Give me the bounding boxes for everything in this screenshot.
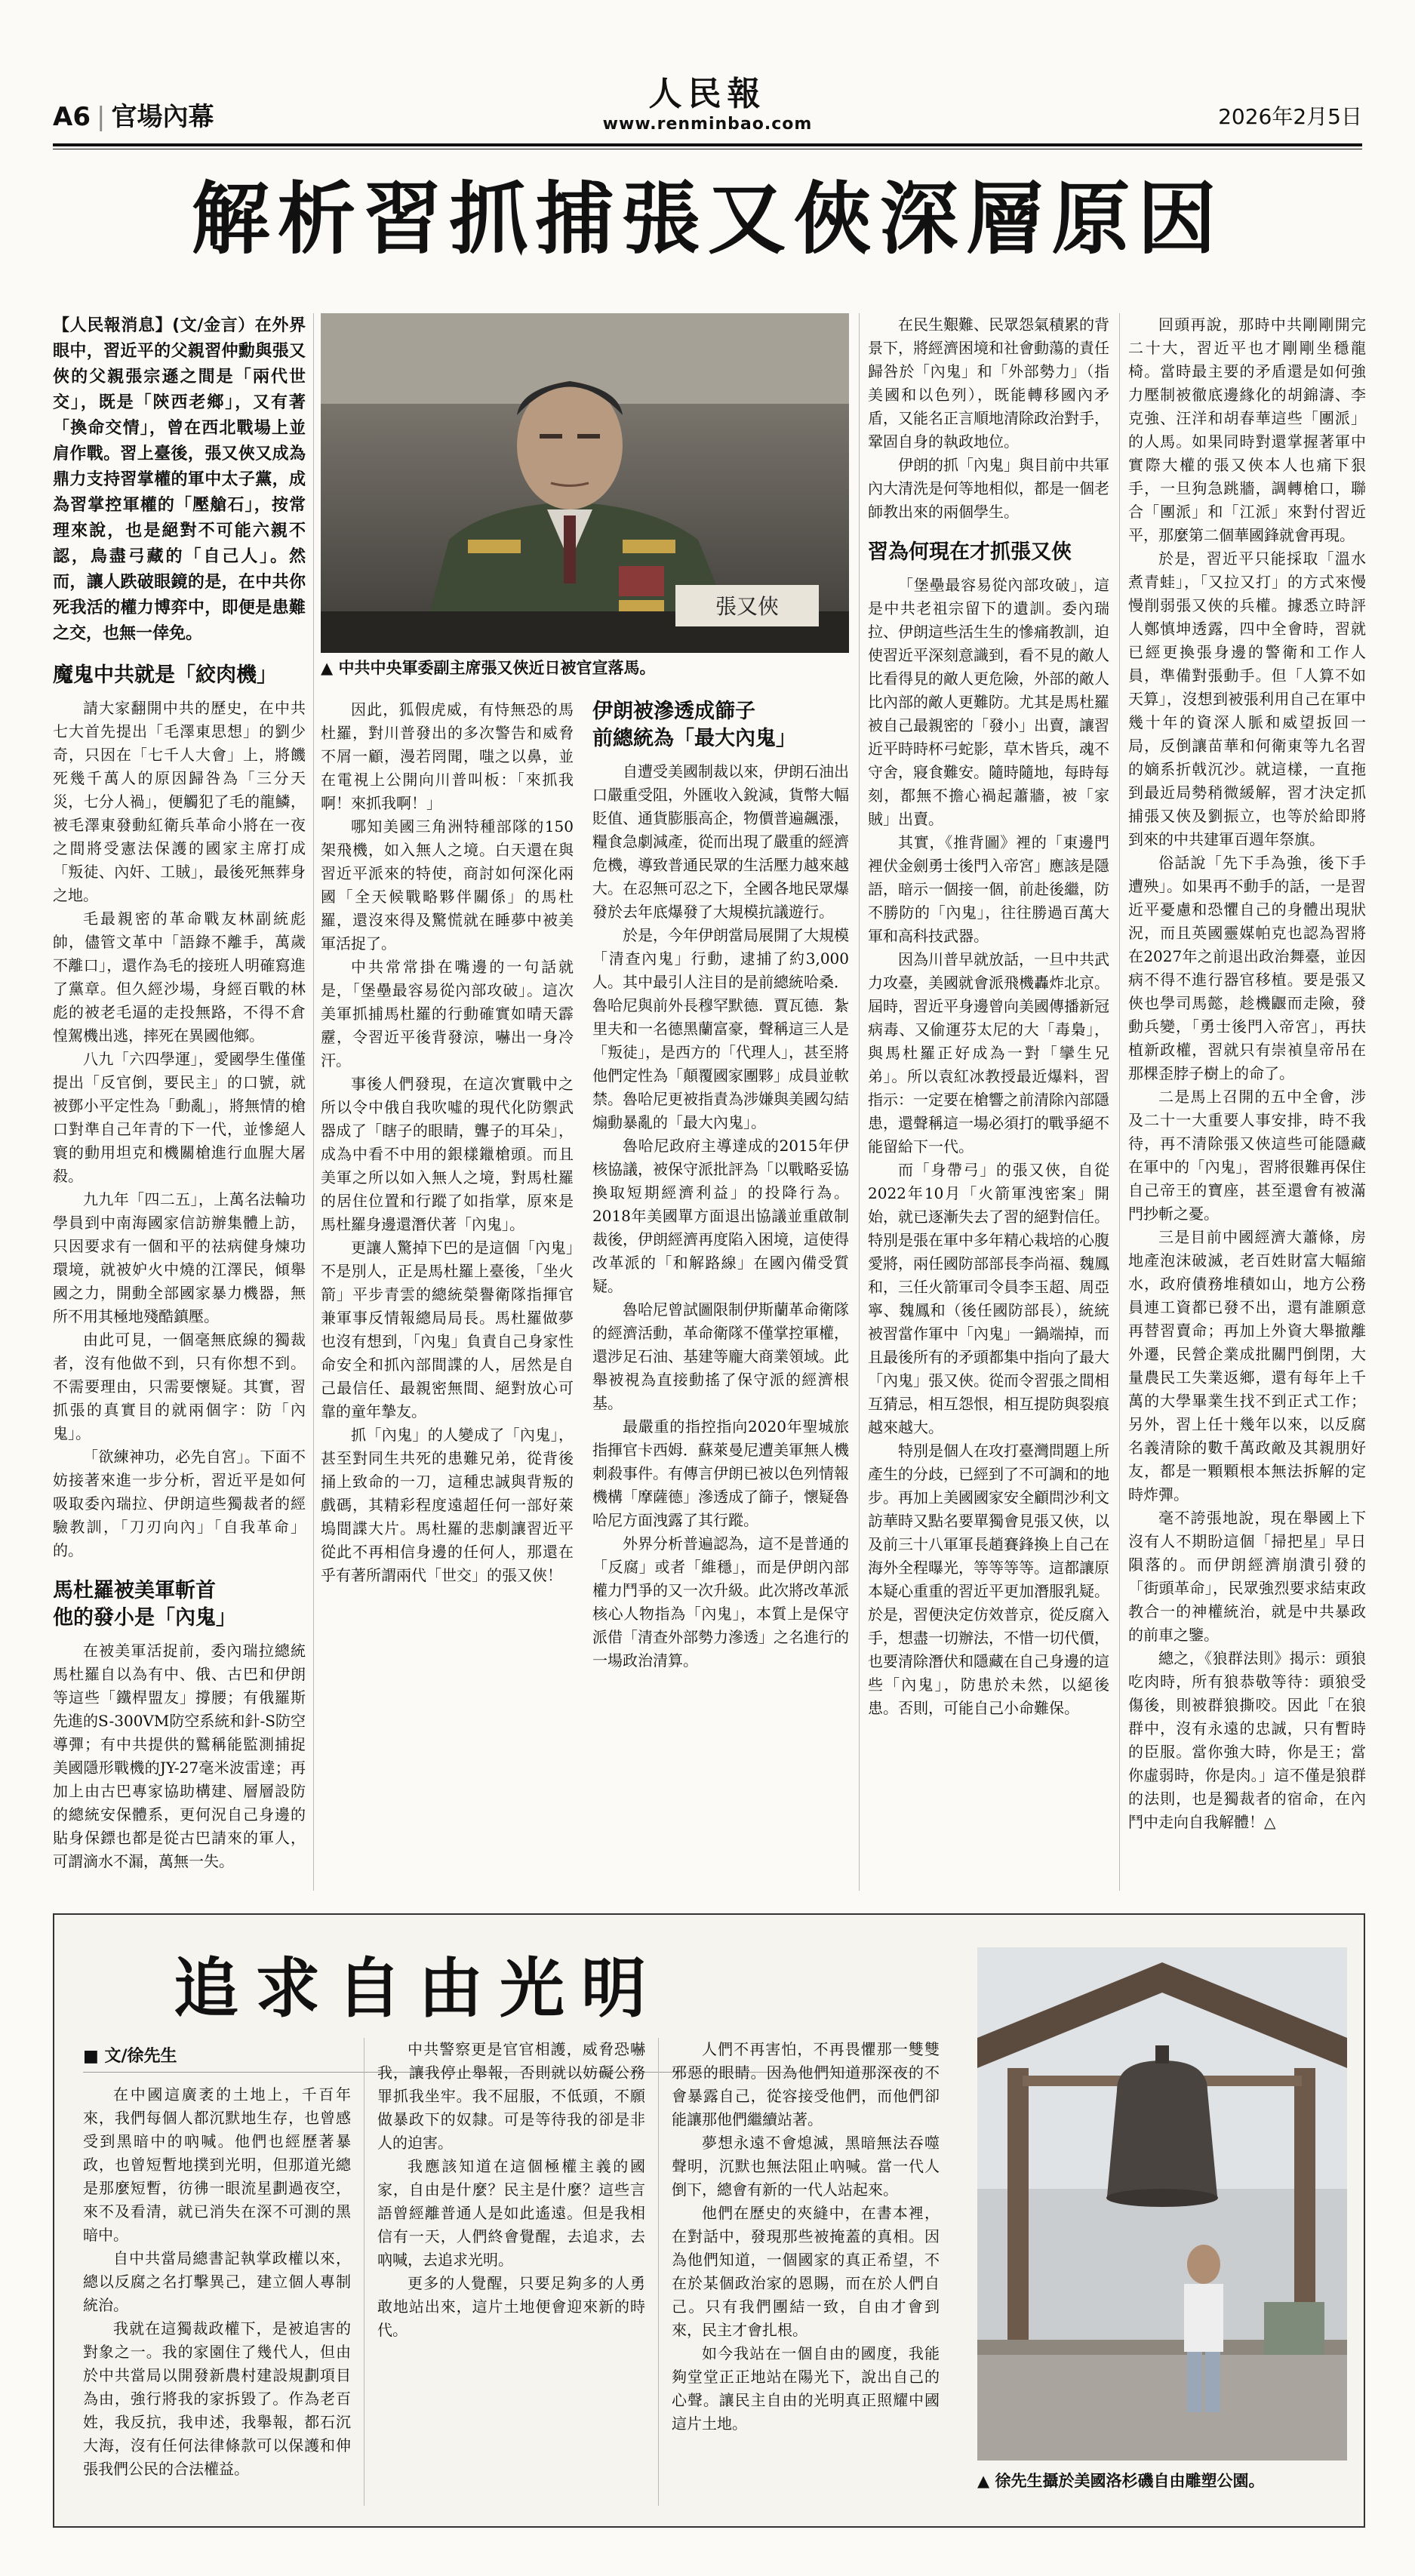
paragraph: 外界分析普遍認為，這不是普通的「反腐」或者「維穩」，而是伊朗內部權力鬥爭的又一次升級。此次將改革派核心人物指為「內鬼」，本質上是保守派借「清查外部勢力滲透」之名進行的一場政治清算。	[592, 1534, 849, 1670]
paragraph: 二是馬上召開的五中全會，涉及二十一大重要人事安排，時不我待，再不清除張又俠這些可能隱藏在軍中的「內鬼」，習將很難再保住自己帝王的寶座，甚至還會有被滿門抄斬之憂。	[1128, 1088, 1366, 1223]
article-column-5	[1128, 313, 1366, 1891]
article-photo	[321, 313, 849, 653]
paragraph: 毛最親密的革命戰友林副統彪帥，儘管文革中「語錄不離手，萬歲不離口」，還作為毛的接班人明確寫進了黨章。但久經沙場，身經百戰的林彪的被老毛逼的走投無路，不得不倉惶駕機出逃，摔死在異國他鄉。	[53, 909, 306, 1045]
paragraph: 八九「六四學運」，愛國學生僅僅提出「反官倒，要民主」的口號，就被鄧小平定性為「動亂」，將無情的槍口對準自己年青的下一代，並慘絕人寰的動用坦克和機關槍進行血腥大屠殺。	[53, 1050, 306, 1185]
column-divider	[313, 313, 314, 1891]
column-divider	[658, 2038, 659, 2506]
section-number: A6	[53, 102, 91, 132]
paragraph: 在被美軍活捉前，委內瑞拉總統馬杜羅自以為有中、俄、古巴和伊朗等這些「鐵桿盟友」撐腰；有俄羅斯先進的S-300VM防空系統和針-S防空導彈；有中共提供的鷲稱能監測捕捉美國隱形戰機的JY-27毫米波雷達；再加上由古巴專家協助構建、層層設防的總統安保體系，更何況自己身邊的貼身保鏢也都是從古巴請來的軍人，可謂滴水不漏，萬無一失。	[53, 1642, 306, 1870]
paragraph: 「堡壘最容易從內部攻破」，這是中共老祖宗留下的遺訓。委內瑞拉、伊朗這些活生生的慘痛教訓，迫使習近平深刻意識到，看不見的敵人比看得見的敵人更危險，外部的敵人比內部的敵人更難防。尤其是馬杜羅被自己最親密的「發小」出賣，讓習近平時時杯弓蛇影，草木皆兵，魂不守舍，寢食難安。隨時隨地，每時每刻，都無不擔心禍起蕭牆，被「家賊」出賣。	[868, 576, 1109, 828]
photo-caption: ▲ 中共中央軍委副主席張又俠近日被官宣落馬。	[321, 659, 656, 677]
paragraph: 於是，習近平只能採取「溫水煮青蛙」，「又拉又打」的方式來慢慢削弱張又俠的兵權。據悉立時評人鄭慎坤透露，四中全會時，習就已經更換張身邊的警衛和工作人員，準備對張動手。但「人算不如天算」，沒想到被張利用自己在軍中幾十年的資深人脈和威望扳回一局，反倒讓苗華和何衛東等九名習的嫡系折戟沉沙。就這樣，一直拖到最近局勢稍微緩解，習才決定抓捕張又俠及劉振立，也等於給即將到來的中共建軍百週年祭旗。	[1128, 549, 1366, 848]
masthead	[0, 75, 1415, 136]
paragraph: 夢想永遠不會熄滅，黑暗無法吞噬聲明，沉默也無法阻止吶喊。當一代人倒下，總會有新的一代人站起來。	[672, 2134, 940, 2199]
paragraph: 由此可見，一個毫無底線的獨裁者，沒有他做不到，只有你想不到。不需要理由，只需要懷疑。其實，習抓張的真實目的就兩個字：防「內鬼」。	[53, 1331, 306, 1442]
paragraph: 俗話說「先下手為強，後下手遭殃」。如果再不動手的話，一是習近平憂慮和恐懼自己的身體出現狀況，而且英國靈媒帕克也認為習將在2027年之前退出政治舞臺，並因病不得不進行器官移植。要是張又俠也學司馬懿，趁機鼴而走險，發動兵變，「勇士後門入帝宮」，再扶植新政權，習就只有崇禎皇帝吊在那棵歪脖子樹上的命了。	[1128, 854, 1366, 1082]
column-divider	[859, 313, 860, 1891]
paragraph: 魯哈尼曾試圖限制伊斯蘭革命衛隊的經濟活動，革命衛隊不僅掌控軍權，還涉足石油、基建等龐大商業領域。此舉被視為直接動搖了保守派的經濟根基。	[592, 1300, 849, 1412]
paragraph: 請大家翻開中共的歷史，在中共七大首先提出「毛澤東思想」的劉少奇，只因在「七千人大會」上，將饑死幾千萬人的原因歸咎為「三分天災，七分人禍」，便觸犯了毛的龍鱗，被毛澤東發動紅衛兵革命小將在一夜之間將受憲法保護的國家主席打成「叛徒、內奸、工賊」，最後死無葬身之地。	[53, 699, 306, 904]
feature-photo	[977, 1947, 1347, 2461]
article-column-1	[53, 313, 306, 1891]
paragraph: 因此，狐假虎威，有恃無恐的馬杜羅，對川普發出的多次警告和威脅不屑一顧，漫若罔聞，嗤之以鼻，並在電視上公開向川普叫板：「來抓我啊！來抓我啊！」	[321, 700, 574, 812]
paragraph: 中共常常掛在嘴邊的一句話就是，「堡壘最容易從內部攻破」。這次美軍抓捕馬杜羅的行動確實如晴天霹靂，令習近平後背發涼，嚇出一身冷汗。	[321, 958, 574, 1069]
feature-photo-caption: ▲ 徐先生攝於美國洛杉磯自由雕塑公園。	[977, 2472, 1265, 2490]
main-headline: 解析習抓捕張又俠深層原因	[191, 172, 1224, 265]
paragraph: 而「身帶弓」的張又俠，自從2022年10月「火箭軍洩密案」開始，就已逐漸失去了習的絕對信任。特別是張在軍中多年精心栽培的心腹愛將，兩任國防部部長李尚福、魏鳳和，三任火箭軍司令員李玉超、周亞寧、魏鳳和（後任國防部長），統統被習當作軍中「內鬼」一鍋端掉，而且最後所有的矛頭都集中指向了最大「內鬼」張又俠。從而令習張之間相互猜忌，相互怨恨，相互提防與裂痕越來越大。	[868, 1161, 1109, 1436]
feature-column-2	[377, 2038, 645, 2506]
paragraph: 更讓人驚掉下巴的是這個「內鬼」不是別人，正是馬杜羅上臺後，「坐火箭」平步青雲的總統榮譽衛隊指揮官兼軍事反情報總局局長。馬杜羅做夢也沒有想到，「內鬼」負責自己身家性命安全和抓內部間諜的人，居然是自己最信任、最親密無間、絕對放心可靠的童年摯友。	[321, 1239, 574, 1420]
nameplate-text: 張又俠	[715, 594, 780, 619]
paragraph: 自遭受美國制裁以來，伊朗石油出口嚴重受阻，外匯收入銳減，貨幣大幅貶值、通貨膨脹高企，物價普遍飆漲，糧食急劇減產，從而出現了嚴重的經濟危機，導致普通民眾的生活壓力越來越大。在忍無可忍之下，全國各地民眾爆發於去年底爆發了大規模抗議遊行。	[592, 762, 849, 921]
feature-column-3	[672, 2038, 940, 2506]
header-rule-thick	[53, 143, 1362, 146]
paragraph: 總之，《狼群法則》揭示：頭狼吃肉時，所有狼恭敬等待：頭狼受傷後，則被群狼撕咬。因此「在狼群中，沒有永遠的忠誠，只有暫時的臣服。當你強大時，你是王；當你虛弱時，你是肉。」這不僅是狼群的法則，也是獨裁者的宿命，在內鬥中走向自我解體！△	[1128, 1649, 1366, 1831]
paragraph: 其實，《推背圖》裡的「東邊門裡伏金劍勇士後門入帝宮」應該是隱語，暗示一個接一個，前赴後繼，防不勝防的「內鬼」，往往勝過百萬大軍和高科技武器。	[868, 833, 1109, 945]
newspaper-logo: 人民報	[648, 75, 767, 113]
paragraph: 他們在歷史的夾縫中，在書本裡，在對話中，發現那些被掩蓋的真相。因為他們知道，一個國家的真正希望，不在於某個政治家的恩賜，而在於人們自己。只有我們團結一致，自由才會到來，民主才會扎根。	[672, 2204, 940, 2339]
paragraph: 「欲練神功，必先自宮」。下面不妨接著來進一步分析，習近平是如何吸取委內瑞拉、伊朗這些獨裁者的經驗教訓，「刀刃向內」「自我革命」的。	[53, 1448, 306, 1559]
paragraph: 於是，今年伊朗當局展開了大規模「清查內鬼」行動，逮捕了約3,000人。其中最引人注目的是前總統哈桑．魯哈尼與前外長穆罕默德．賈瓦德．紮里夫和一名德黑蘭富豪，聲稱這三人是「叛徒」，是西方的「代理人」，甚至將他們定性為「顛覆國家團夥」成員並軟禁。魯哈尼更被指責為涉嫌與美國勾結煽動暴亂的「最大內鬼」。	[592, 926, 849, 1131]
paragraph: 伊朗的抓「內鬼」與目前中共軍內大清洗是何等地相似，都是一個老師教出來的兩個學生。	[868, 456, 1109, 521]
paragraph: 在中國這廣袤的土地上，千百年來，我們每個人都沉默地生存，也曾感受到黑暗中的吶喊。他們也經歷著暴政，也曾短暫地撲到光明，但那道光總是那麼短暫，彷彿一眼流星劃過夜空，來不及看清，就已消失在深不可測的黑暗中。	[83, 2085, 351, 2244]
paragraph: 我就在這獨裁政權下，是被追害的對象之一。我的家園住了幾代人，但由於中共當局以開發新農村建設規劃項目為由，強行將我的家拆毀了。作為老百姓，我反抗，我申述，我舉報，都石沉大海，沒有任何法律條款可以保護和伸張我們公民的合法權益。	[83, 2319, 351, 2478]
paragraph: 事後人們發現，在這次實戰中之所以令中俄自我吹噓的現代化防禦武器成了「瞎子的眼睛，聾子的耳朵」，成為中看不中用的銀樣鑞槍頭。而且美軍之所以如入無人之境，對馬杜羅的居住位置和行蹤了如指掌，原來是馬杜羅身邊還潛伏著「內鬼」。	[321, 1075, 574, 1233]
paragraph: 自中共當局總書記執掌政權以來，總以反腐之名打擊異己，建立個人專制統治。	[83, 2249, 351, 2314]
feature-byline: ■ 文/徐先生	[83, 2047, 177, 2066]
section-column: 官場內幕	[111, 102, 214, 132]
column-divider	[1119, 313, 1120, 1891]
paragraph: 抓「內鬼」的人變成了「內鬼」，甚至對同生共死的患難兄弟，從背後捅上致命的一刀，這種忠誠與背叛的戲碼，其精彩程度遠超任何一部好萊塢間諜大片。馬杜羅的悲劇讓習近平從此不再相信身邊的任何人，那還在乎有著所謂兩代「世交」的張又俠！	[321, 1426, 574, 1584]
paragraph: 九九年「四二五」，上萬名法輪功學員到中南海國家信訪辦集體上訪，只因要求有一個和平的祛病健身煉功環境，就被妒火中燒的江澤民，傾舉國之力，開動全部國家暴力機器，無所不用其極地殘酷鎮壓。	[53, 1190, 306, 1325]
subhead-1: 魔鬼中共就是「絞肉機」	[53, 663, 277, 687]
issue-date: 2026年2月5日	[1218, 104, 1362, 129]
paragraph: 我應該知道在這個極權主義的國家，自由是什麼？民主是什麼？這些言語曾經離普通人是如此遙遠。但是我相信有一天，人們終會覺醒，去追求，去吶喊，去追求光明。	[377, 2157, 645, 2269]
paragraph: 最嚴重的指控指向2020年聖城旅指揮官卡西姆．蘇萊曼尼遭美軍無人機刺殺事件。有傳言伊朗已被以色列情報機構「摩薩德」滲透成了篩子，懷疑魯哈尼方面洩露了其行蹤。	[592, 1417, 849, 1529]
feature-column-1	[83, 2083, 351, 2506]
lead-paragraph: 【人民報消息】(文/金言）在外界眼中，習近平的父親習仲勳與張又俠的父親張宗遜之間是「兩代世交」，既是「陝西老鄉」，又有著「換命交情」，曾在西北戰場上並肩作戰。習上臺後，張又俠又成為鼎力支持習掌權的軍中太子黨，成為習掌控軍權的「壓艙石」，按常理來說，也是絕對不可能六親不認，鳥盡弓藏的「自己人」。然而，讓人跌破眼鏡的是，在中共你死我活的權力博弈中，即便是患難之交，也無一倖免。	[53, 316, 306, 643]
site-url[interactable]: www.renminbao.com	[602, 115, 813, 134]
article-column-2	[321, 698, 574, 1891]
paragraph: 如今我站在一個自由的國度，我能夠堂堂正正地站在陽光下，說出自己的心聲。讓民主自由的光明真正照耀中國這片土地。	[672, 2344, 940, 2433]
paragraph: 因為川普早就放話，一旦中共武力攻臺，美國就會派飛機轟炸北京。屆時，習近平身邊曾向美國傳播新冠病毒、又偷運芬太尼的大「毒梟」，與馬杜羅正好成為一對「攣生兄弟」。所以袁紅冰教授最近爆料，習指示：一定要在槍響之前清除內部隱患，還聲稱這一場必須打的戰爭絕不能留給下一代。	[868, 950, 1109, 1156]
paragraph: 中共警察更是官官相護，威脅恐嚇我，讓我停止舉報，否則就以妨礙公務罪抓我坐牢。我不屈服，不低頭，不願做暴政下的奴隸。可是等待我的卻是非人的迫害。	[377, 2040, 645, 2152]
paragraph: 魯哈尼政府主導達成的2015年伊核協議，被保守派批評為「以戰略妥協換取短期經濟利益」的投降行為。2018年美國單方面退出協議並重啟制裁後，伊朗經濟再度陷入困境，這使得改革派的「和解路線」在國內備受質疑。	[592, 1137, 849, 1295]
paragraph: 回頭再說，那時中共剛剛開完二十大，習近平也才剛剛坐穩龍椅。當時最主要的矛盾還是如何強力壓制被徹底邊緣化的胡錦濤、李克強、汪洋和胡春華這些「團派」的人馬。如果同時對還掌握著軍中實際大權的張又俠本人也痛下狠手，一旦狗急跳牆，調轉槍口，聯合「團派」和「江派」來對付習近平，那麼第二個華國鋒就會再現。	[1128, 315, 1366, 544]
photo-pavilion-illustration	[977, 1947, 1347, 2461]
paragraph: 哪知美國三角洲特種部隊的150架飛機，如入無人之境。白天還在與習近平派來的特使，商討如何深化兩國「全天候戰略夥伴關係」的馬杜羅，還沒來得及驚慌就在睡夢中被美軍活捉了。	[321, 817, 574, 953]
paragraph: 特別是個人在攻打臺灣問題上所產生的分歧，已經到了不可調和的地步。再加上美國國家安全顧問沙利文訪華時又點名要單獨會見張又俠，以及前三十八軍軍長趙賽鋒換上自己在海外全程曝光，等等等等。這都讓原本疑心重重的習近平更加潛服乳疑。於是，習便決定仿效普京，從反腐入手，想盡一切辦法，不惜一切代價，也要清除潛伏和隱藏在自己身邊的這些「內鬼」，防患於未然，以絕後患。否則，可能自己小命難保。	[868, 1442, 1109, 1717]
feature-title: 追求自由光明	[174, 1950, 663, 2027]
paragraph: 三是目前中國經濟大蕭條，房地產泡沫破滅，老百姓財富大幅縮水，政府債務堆積如山，地方公務員連工資都已發不出，還有誰願意再替習賣命；再加上外資大舉撤離外遷，民營企業成批關門倒閉，大量農民工失業返鄉，還有每年上千萬的大學畢業生找不到正式工作；另外，習上任十幾年以來，以反腐名義清除的數千萬政敵及其親朋好友，都是一顆顆根本無法拆解的定時炸彈。	[1128, 1228, 1366, 1503]
column-divider	[364, 2038, 365, 2506]
paragraph: 人們不再害怕，不再畏懼那一雙雙邪惡的眼睛。因為他們知道那深夜的不會暴露自己，從容接受他們，而他們卻能讓那他們繼續站著。	[672, 2040, 940, 2128]
paragraph: 在民生艱難、民眾怨氣積累的背景下，將經濟困境和社會動蕩的責任歸咎於「內鬼」和「外部勢力」（指美國和以色列），既能轉移國內矛盾，又能名正言順地清除政治對手，鞏固自身的執政地位。	[868, 315, 1109, 451]
subhead-2: 馬杜羅被美軍斬首 他的發小是「內鬼」	[53, 1579, 236, 1630]
subhead-3: 伊朗被滲透成篩子 前總統為「最大內鬼」	[592, 700, 796, 750]
photo-general-illustration	[321, 313, 849, 653]
paragraph: 更多的人覺醒，只要足夠多的人勇敢地站出來，這片土地便會迎來新的時代。	[377, 2274, 645, 2339]
paragraph: 毫不誇張地說，現在舉國上下沒有人不期盼這個「掃把星」早日隕落的。而伊朗經濟崩潰引發的「街頭革命」，民眾強烈要求結束政教合一的神權統治，就是中共暴政的前車之鑒。	[1128, 1509, 1366, 1644]
section-label: A6 | 官場內幕	[53, 102, 214, 132]
subhead-4: 習為何現在才抓張又俠	[868, 540, 1072, 564]
article-column-3	[592, 698, 849, 1891]
article-column-4	[868, 313, 1109, 1891]
